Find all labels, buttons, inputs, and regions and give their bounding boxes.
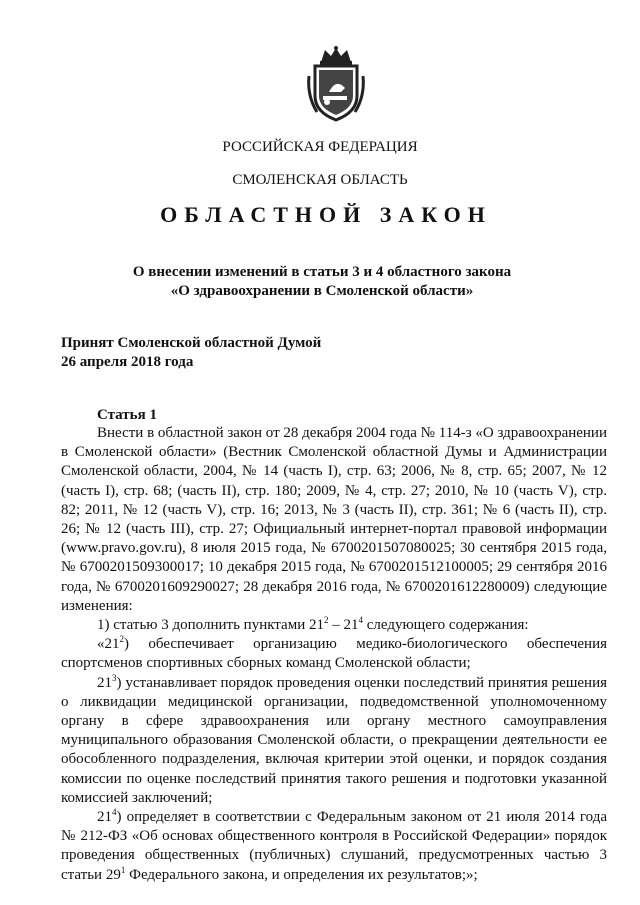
point-number: 21 xyxy=(97,674,112,691)
article-heading: Статья 1 xyxy=(97,407,157,423)
country-heading: РОССИЙСКАЯ ФЕДЕРАЦИЯ xyxy=(222,139,418,155)
superscript: 2 xyxy=(119,634,124,645)
point-21-4-paragraph xyxy=(61,808,607,885)
point-text: устанавливает порядок проведения оценки последствий принятия решения о ликвидации медицинской организации, подведомственной уполномоченному органу в сфере здравоохранения или органу местного самоуправления муниципального образования Смоленской области, о прекращении деятельности ее обособленного подразделения, включая критерии этой оценки, и порядок создания комиссии по оценке последствий принятия такого решения и подготовки указанной комиссией заключений; xyxy=(61,674,607,806)
point-number: 21 xyxy=(97,809,112,826)
item-1-tail: следующего содержания: xyxy=(362,617,529,634)
superscript: 4 xyxy=(112,807,117,818)
law-subject-line-1: О внесении изменений в статьи 3 и 4 областного закона xyxy=(132,264,512,280)
law-subject xyxy=(2,263,640,301)
point-number: «21 xyxy=(97,636,120,653)
item-1-dash: – 21 xyxy=(328,617,359,634)
superscript: 3 xyxy=(112,672,117,683)
smolensk-coat-of-arms-emblem xyxy=(305,46,367,124)
point-number-close: ) xyxy=(116,674,122,691)
article-body xyxy=(61,424,607,885)
point-text: обеспечивает организацию медико-биологического обеспечения спортсменов спортивных сборных команд Смоленской области; xyxy=(61,636,607,672)
adoption-date: 26 апреля 2018 года xyxy=(61,354,194,370)
adoption-body: Принят Смоленской областной Думой xyxy=(61,335,322,351)
item-1-text: 1) статью 3 дополнить пунктами 21 xyxy=(97,617,324,634)
point-text: определяет в соответствии с Федеральным законом от 21 июля 2014 года № 212-ФЗ «Об основах общественного контроля в Российской Федерации» порядок проведения общественных (публичных) слушаний, предусмотренных частью 3 статьи 29 xyxy=(61,809,607,883)
item-1-paragraph xyxy=(61,616,607,635)
region-heading: СМОЛЕНСКАЯ ОБЛАСТЬ xyxy=(232,172,408,188)
point-21-2-paragraph xyxy=(61,635,607,673)
document-type-title: ОБЛАСТНОЙ ЗАКОН xyxy=(160,202,492,227)
law-subject-line-2: «О здравоохранении в Смоленской области» xyxy=(170,283,474,299)
superscript: 4 xyxy=(358,615,363,626)
point-number-close: ) xyxy=(116,809,122,826)
adoption-info xyxy=(61,334,321,372)
point-21-3-paragraph xyxy=(61,674,607,808)
superscript: 1 xyxy=(120,864,126,875)
point-number-close: ) xyxy=(124,636,129,653)
superscript: 2 xyxy=(323,615,329,626)
article-intro-paragraph: Внести в областной закон от 28 декабря 2004 года № 114-з «О здравоохранении в Смоленской области» (Вестник Смоленской областной Думы и Администрации Смоленской области, 2004, № 14 (часть I), стр. 63; 2006, № 8, стр. 65; 2007, № 12 (часть I), стр. 68; (часть II), стр. 180; 2009, № 4, стр. 27; 2010, № 10 (часть V), стр. 82; 2011, № 12 (часть V), стр. 16; 2013, № 3 (часть II), стр. 361; № 6 (часть II), стр. 26; № 12 (часть III), стр. 27; Официальный интернет-портал правовой информации (www.pravo.gov.ru), 8 июля 2015 года, № 6700201507080025; 30 сентября 2015 года, № 6700201509300017; 10 декабря 2015 года, № 6700201512100005; 29 сентября 2016 года, № 6700201609290027; 28 декабря 2016 года, № 6700201612280009) следующие изменения: xyxy=(61,425,607,614)
point-text-tail: Федерального закона, и определения их результатов;»; xyxy=(125,866,478,883)
